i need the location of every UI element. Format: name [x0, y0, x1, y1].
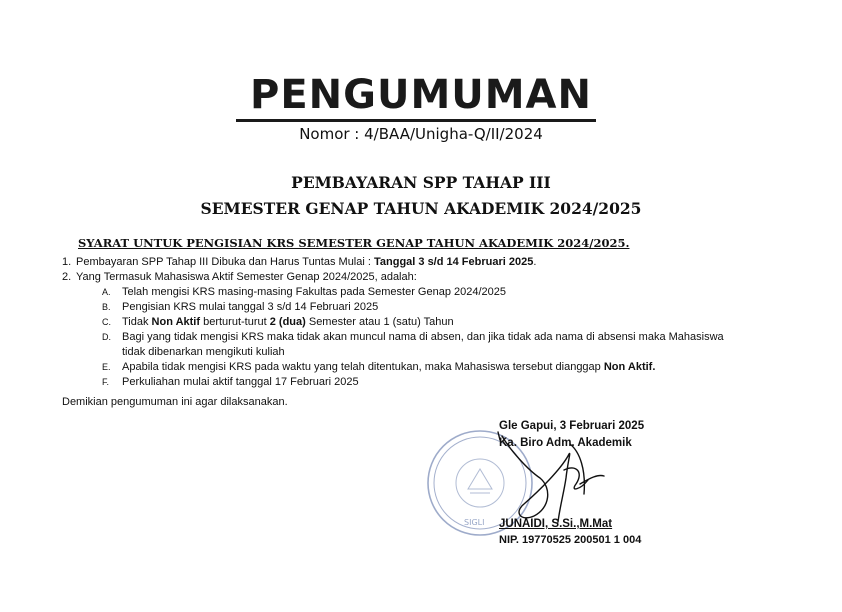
sub-item — [62, 300, 802, 315]
closing-statement: Demikian pengumuman ini agar dilaksanakan. — [62, 396, 288, 408]
signature-position: Ka. Biro Adm. Akademik — [499, 437, 632, 449]
list-item — [62, 270, 802, 285]
item-number: 2. — [62, 271, 72, 283]
item-text: Yang Termasuk Mahasiswa Aktif Semester Genap 2024/2025, adalah: — [76, 271, 417, 283]
list-item — [62, 255, 802, 270]
item-text: Pembayaran SPP Tahap III Dibuka dan Harus Tuntas Mulai : Tanggal 3 s/d 14 Februari 2025. — [76, 256, 537, 268]
sub-item-letter: F. — [102, 377, 110, 387]
signature-place-date: Gle Gapui, 3 Februari 2025 — [499, 420, 645, 432]
sub-item — [62, 330, 802, 360]
sub-item — [62, 285, 802, 300]
sub-item-letter: B. — [102, 302, 111, 312]
subtitle-line-1: PEMBAYARAN SPP TAHAP III — [291, 173, 551, 192]
page-title: PENGUMUMAN — [250, 72, 592, 118]
sub-item-text: Pengisian KRS mulai tanggal 3 s/d 14 Februari 2025 — [122, 301, 379, 313]
sub-item-text: Apabila tidak mengisi KRS pada waktu yang telah ditentukan, maka Mahasiswa tersebut dianggap Non Aktif. — [122, 361, 656, 373]
sub-item-letter: D. — [102, 332, 111, 342]
sub-item-text: Tidak Non Aktif berturut-turut 2 (dua) Semester atau 1 (satu) Tahun — [122, 316, 454, 328]
sub-item-text: Bagi yang tidak mengisi KRS maka tidak akan muncul nama di absen, dan jika tidak ada nama di absensi maka Mahasiswa tidak dibenarkan mengikuti kuliah — [122, 331, 724, 358]
sub-item-text: Telah mengisi KRS masing-masing Fakultas pada Semester Genap 2024/2025 — [122, 286, 506, 298]
sub-item-letter: A. — [102, 287, 111, 297]
item-number: 1. — [62, 256, 72, 268]
stamp-text: SIGLI — [464, 518, 485, 527]
payment-dates: Tanggal 3 s/d 14 Februari 2025 — [373, 256, 534, 268]
document-number: Nomor : 4/BAA/Unigha-Q/II/2024 — [299, 125, 543, 143]
sub-item-letter: E. — [102, 362, 111, 372]
sub-item-text: Perkuliahan mulai aktif tanggal 17 Februari 2025 — [122, 376, 359, 388]
sub-item — [62, 375, 802, 390]
sub-item — [62, 315, 802, 330]
requirements-heading: SYARAT UNTUK PENGISIAN KRS SEMESTER GENAP TAHUN AKADEMIK 2024/2025. — [78, 236, 630, 250]
subtitle-line-2: SEMESTER GENAP TAHUN AKADEMIK 2024/2025 — [200, 199, 642, 218]
signatory-nip: NIP. 19770525 200501 1 004 — [499, 534, 642, 546]
sub-item — [62, 360, 802, 375]
title-underline — [236, 119, 596, 122]
sub-item-letter: C. — [102, 317, 111, 327]
signatory-name: JUNAIDI, S.Si.,M.Mat — [499, 518, 613, 530]
requirements-list — [62, 255, 802, 390]
